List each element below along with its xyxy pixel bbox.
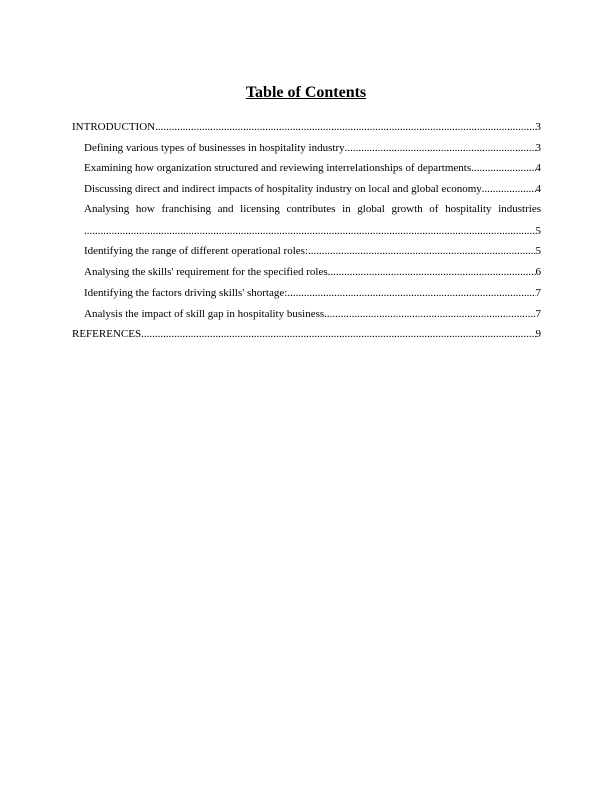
toc-list	[72, 116, 541, 344]
dot-leader	[287, 286, 535, 300]
toc-entry-page: 5	[535, 245, 541, 258]
toc-entry-skill-gap-impact[interactable]	[72, 303, 541, 324]
toc-entry-label: Identifying the range of different operational roles:	[84, 245, 308, 258]
toc-entry-label: Analysing the skills' requirement for the specified roles	[84, 266, 328, 278]
toc-title: Table of Contents	[245, 84, 367, 101]
dot-leader	[324, 307, 535, 321]
toc-entry-label: Defining various types of businesses in hospitality industry	[84, 141, 345, 154]
dot-leader	[141, 327, 535, 341]
dot-leader	[471, 161, 535, 175]
toc-entry-page: 4	[535, 183, 541, 195]
toc-entry-page: 3	[535, 120, 541, 133]
toc-entry-label: Analysing how franchising and licensing contributes in global growth of hospitality industries	[84, 203, 541, 215]
toc-entry-references[interactable]	[72, 324, 541, 345]
toc-entry-label: Identifying the factors driving skills' shortage:	[84, 286, 288, 299]
toc-entry-label: Discussing direct and indirect impacts of hospitality industry on local and global economy	[84, 183, 482, 195]
toc-entry-economic-impacts[interactable]	[72, 178, 541, 199]
toc-entry-page: 7	[535, 307, 541, 320]
toc-entry-introduction[interactable]	[72, 116, 541, 137]
toc-entry-page: 5	[535, 224, 541, 237]
dot-leader	[482, 182, 536, 196]
toc-entry-page: 6	[535, 266, 541, 278]
toc-entry-label: REFERENCES	[72, 328, 142, 341]
toc-entry-label: INTRODUCTION	[72, 120, 156, 133]
toc-entry-label: Analysis the impact of skill gap in hospitality business	[84, 307, 325, 320]
toc-entry-label: Examining how organization structured and reviewing interrelationships of departments	[84, 162, 472, 175]
toc-entry-page: 3	[535, 141, 541, 154]
dot-leader	[345, 141, 536, 155]
toc-entry-skills-requirement[interactable]	[72, 261, 541, 282]
toc-entry-franchising-licensing[interactable]	[72, 199, 541, 241]
dot-leader	[84, 224, 536, 238]
toc-entry-business-types[interactable]	[72, 137, 541, 158]
dot-leader	[155, 120, 535, 134]
toc-entry-page: 7	[535, 286, 541, 299]
toc-entry-organization-structure[interactable]	[72, 158, 541, 179]
dot-leader	[328, 265, 536, 279]
dot-leader	[308, 244, 536, 258]
toc-entry-page: 4	[535, 162, 541, 175]
toc-entry-page: 9	[535, 328, 541, 341]
toc-entry-operational-roles[interactable]	[72, 241, 541, 262]
toc-entry-skills-shortage[interactable]	[72, 282, 541, 303]
